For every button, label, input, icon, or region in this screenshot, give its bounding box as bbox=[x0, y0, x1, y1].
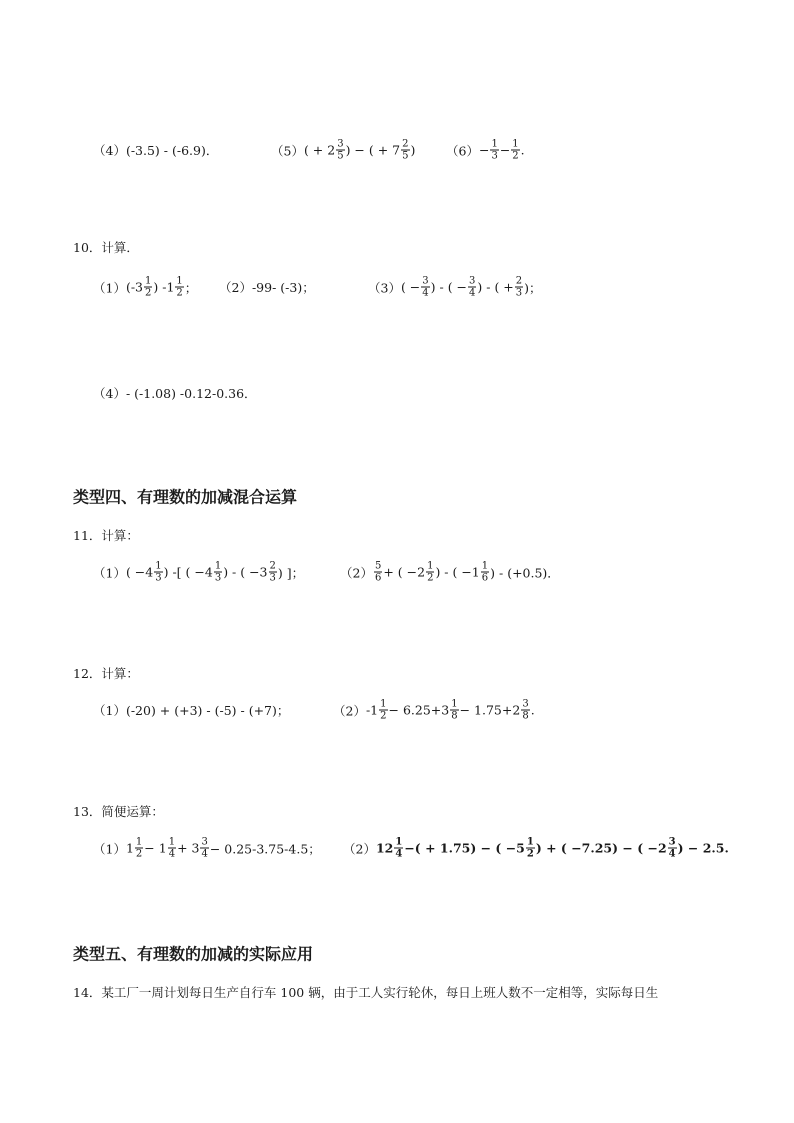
numerator: 1 bbox=[214, 560, 222, 572]
numerator: 3 bbox=[469, 275, 476, 287]
expr-text: ) - (+0.5)． bbox=[490, 565, 560, 580]
fraction bbox=[200, 837, 208, 860]
expr-text: ) - ( + bbox=[477, 279, 514, 295]
denominator: 2 bbox=[135, 848, 143, 860]
section-heading-type5: 类型五、有理数的加减的实际应用 bbox=[73, 944, 314, 964]
numerator: 1 bbox=[135, 836, 143, 848]
expr-text: ( + 2 bbox=[303, 142, 336, 158]
part-label: （1） bbox=[93, 565, 126, 580]
part-label: （3） bbox=[368, 280, 401, 295]
q12-part2 bbox=[333, 699, 535, 722]
expr-text: ) -1 bbox=[153, 279, 175, 295]
expr-text: ( − bbox=[400, 279, 421, 295]
expr-text: ) − ( + 7 bbox=[345, 142, 401, 158]
fraction bbox=[490, 139, 498, 162]
q11-part1 bbox=[93, 561, 304, 584]
fraction bbox=[426, 561, 434, 584]
numerator: 1 bbox=[395, 836, 403, 848]
question-11-title: 11．计算： bbox=[73, 528, 139, 543]
numerator: 1 bbox=[491, 138, 498, 150]
part-label: （2） bbox=[219, 280, 252, 295]
numerator: 1 bbox=[451, 698, 458, 710]
part-label: （6） bbox=[446, 143, 479, 158]
part-label: （1） bbox=[93, 841, 126, 856]
denominator: 4 bbox=[469, 287, 476, 299]
part-label: （2） bbox=[343, 841, 376, 856]
denominator: 4 bbox=[201, 848, 208, 860]
q10-part4 bbox=[93, 384, 257, 402]
expression: (-3.5) - (-6.9)． bbox=[125, 143, 219, 158]
denominator: 6 bbox=[481, 572, 489, 584]
expr-text: + ( −2 bbox=[383, 564, 426, 580]
denominator: 6 bbox=[374, 572, 382, 584]
expr-text: − 1.75+2 bbox=[459, 702, 521, 718]
part-label: （5） bbox=[271, 143, 304, 158]
expr-text: − 1 bbox=[144, 840, 167, 856]
question-14-text: 14．某工厂一周计划每日生产自行车 100 辆，由于工人实行轮休，每日上班人数不一定相等，实际每日生 bbox=[73, 985, 659, 1000]
denominator: 2 bbox=[176, 287, 183, 299]
denominator: 3 bbox=[515, 287, 523, 299]
q9-part6 bbox=[446, 139, 525, 162]
section-heading-type4: 类型四、有理数的加减混合运算 bbox=[73, 487, 298, 507]
numerator: 2 bbox=[402, 138, 409, 150]
denominator: 4 bbox=[395, 848, 403, 860]
fraction bbox=[374, 561, 382, 584]
expr-text: . bbox=[530, 702, 535, 718]
numerator: 3 bbox=[422, 275, 429, 287]
expr-text: ) - ( − bbox=[430, 279, 468, 295]
numerator: 1 bbox=[481, 560, 489, 572]
question-10-title: 10．计算． bbox=[73, 240, 139, 255]
fraction bbox=[401, 139, 409, 162]
denominator: 5 bbox=[337, 150, 344, 162]
numerator: 1 bbox=[512, 138, 519, 150]
denominator: 2 bbox=[145, 287, 152, 299]
expr-text: ) ]； bbox=[277, 565, 305, 580]
fraction bbox=[521, 699, 529, 722]
expr-text: ) - ( −1 bbox=[435, 564, 480, 580]
q13-part2 bbox=[343, 837, 729, 860]
part-label: （4） bbox=[93, 143, 126, 158]
numerator: 1 bbox=[155, 560, 162, 572]
q12-part1 bbox=[93, 701, 289, 719]
denominator: 2 bbox=[526, 848, 534, 860]
question-12-title: 12．计算： bbox=[73, 666, 139, 681]
expression: - (-1.08) -0.12-0.36． bbox=[125, 386, 257, 401]
expr-text: 1 bbox=[125, 840, 134, 856]
denominator: 4 bbox=[422, 287, 429, 299]
numerator: 1 bbox=[526, 836, 534, 848]
part-label: （2） bbox=[340, 565, 373, 580]
expression: (-20) + (+3) - (-5) - (+7)； bbox=[125, 703, 290, 718]
q11-part2 bbox=[340, 561, 560, 584]
fraction bbox=[379, 699, 387, 722]
q10-part2 bbox=[219, 278, 315, 296]
expr-text: − bbox=[478, 142, 490, 158]
fraction bbox=[135, 837, 143, 860]
question-13-title: 13．简便运算： bbox=[73, 804, 164, 819]
denominator: 4 bbox=[168, 848, 176, 860]
fraction bbox=[154, 561, 162, 584]
expr-text: (-3 bbox=[125, 279, 144, 295]
expr-text: ) − 2.5. bbox=[677, 840, 729, 856]
expr-text: 12 bbox=[375, 840, 394, 856]
fraction bbox=[481, 561, 489, 584]
fraction bbox=[511, 139, 519, 162]
expr-text: ) -[ ( −4 bbox=[163, 564, 213, 580]
fraction bbox=[144, 276, 152, 299]
denominator: 3 bbox=[155, 572, 162, 584]
denominator: 8 bbox=[451, 710, 458, 722]
fraction bbox=[168, 837, 176, 860]
fraction bbox=[269, 561, 277, 584]
numerator: 3 bbox=[337, 138, 344, 150]
numerator: 1 bbox=[145, 275, 152, 287]
expr-text: ； bbox=[184, 280, 198, 295]
fraction bbox=[450, 699, 458, 722]
fraction bbox=[336, 139, 344, 162]
numerator: 3 bbox=[201, 836, 208, 848]
fraction bbox=[394, 837, 403, 860]
expr-text: ( −4 bbox=[125, 564, 154, 580]
q10-part1 bbox=[93, 276, 197, 299]
numerator: 3 bbox=[668, 836, 676, 848]
expr-text: . bbox=[520, 142, 525, 158]
expr-text: − bbox=[499, 142, 511, 158]
part-label: （1） bbox=[93, 280, 126, 295]
expr-text: )； bbox=[524, 280, 542, 295]
denominator: 2 bbox=[512, 150, 519, 162]
fraction bbox=[468, 276, 476, 299]
numerator: 1 bbox=[427, 560, 434, 572]
part-label: （1） bbox=[93, 703, 126, 718]
part-label: （4） bbox=[93, 386, 126, 401]
numerator: 3 bbox=[522, 698, 529, 710]
numerator: 2 bbox=[269, 560, 276, 572]
denominator: 2 bbox=[380, 710, 387, 722]
denominator: 5 bbox=[402, 150, 409, 162]
numerator: 1 bbox=[176, 275, 183, 287]
numerator: 2 bbox=[515, 275, 523, 287]
expr-text: -1 bbox=[365, 702, 379, 718]
denominator: 8 bbox=[522, 710, 529, 722]
fraction bbox=[175, 276, 183, 299]
expr-text: − 6.25+3 bbox=[388, 702, 450, 718]
fraction bbox=[214, 561, 222, 584]
fraction bbox=[526, 837, 535, 860]
numerator: 1 bbox=[168, 836, 176, 848]
denominator: 2 bbox=[427, 572, 434, 584]
expr-text: ) - ( −3 bbox=[223, 564, 268, 580]
fraction bbox=[515, 276, 523, 299]
fraction bbox=[668, 837, 677, 860]
denominator: 4 bbox=[668, 848, 676, 860]
q9-part4 bbox=[93, 141, 218, 159]
fraction bbox=[421, 276, 429, 299]
q10-part3 bbox=[368, 276, 542, 299]
expr-text: − 0.25-3.75-4.5； bbox=[209, 841, 321, 856]
numerator: 5 bbox=[374, 560, 382, 572]
part-label: （2） bbox=[333, 703, 366, 718]
expr-text: −( + 1.75) − ( −5 bbox=[404, 840, 525, 856]
denominator: 3 bbox=[269, 572, 276, 584]
expr-text: ) bbox=[410, 142, 416, 158]
expr-text: ) + ( −7.25) − ( −2 bbox=[535, 840, 667, 856]
expr-text: + 3 bbox=[177, 840, 200, 856]
q9-part5 bbox=[271, 139, 415, 162]
denominator: 3 bbox=[491, 150, 498, 162]
q13-part1 bbox=[93, 837, 321, 860]
denominator: 3 bbox=[214, 572, 222, 584]
expression: -99- (-3)； bbox=[251, 280, 315, 295]
numerator: 1 bbox=[380, 698, 387, 710]
